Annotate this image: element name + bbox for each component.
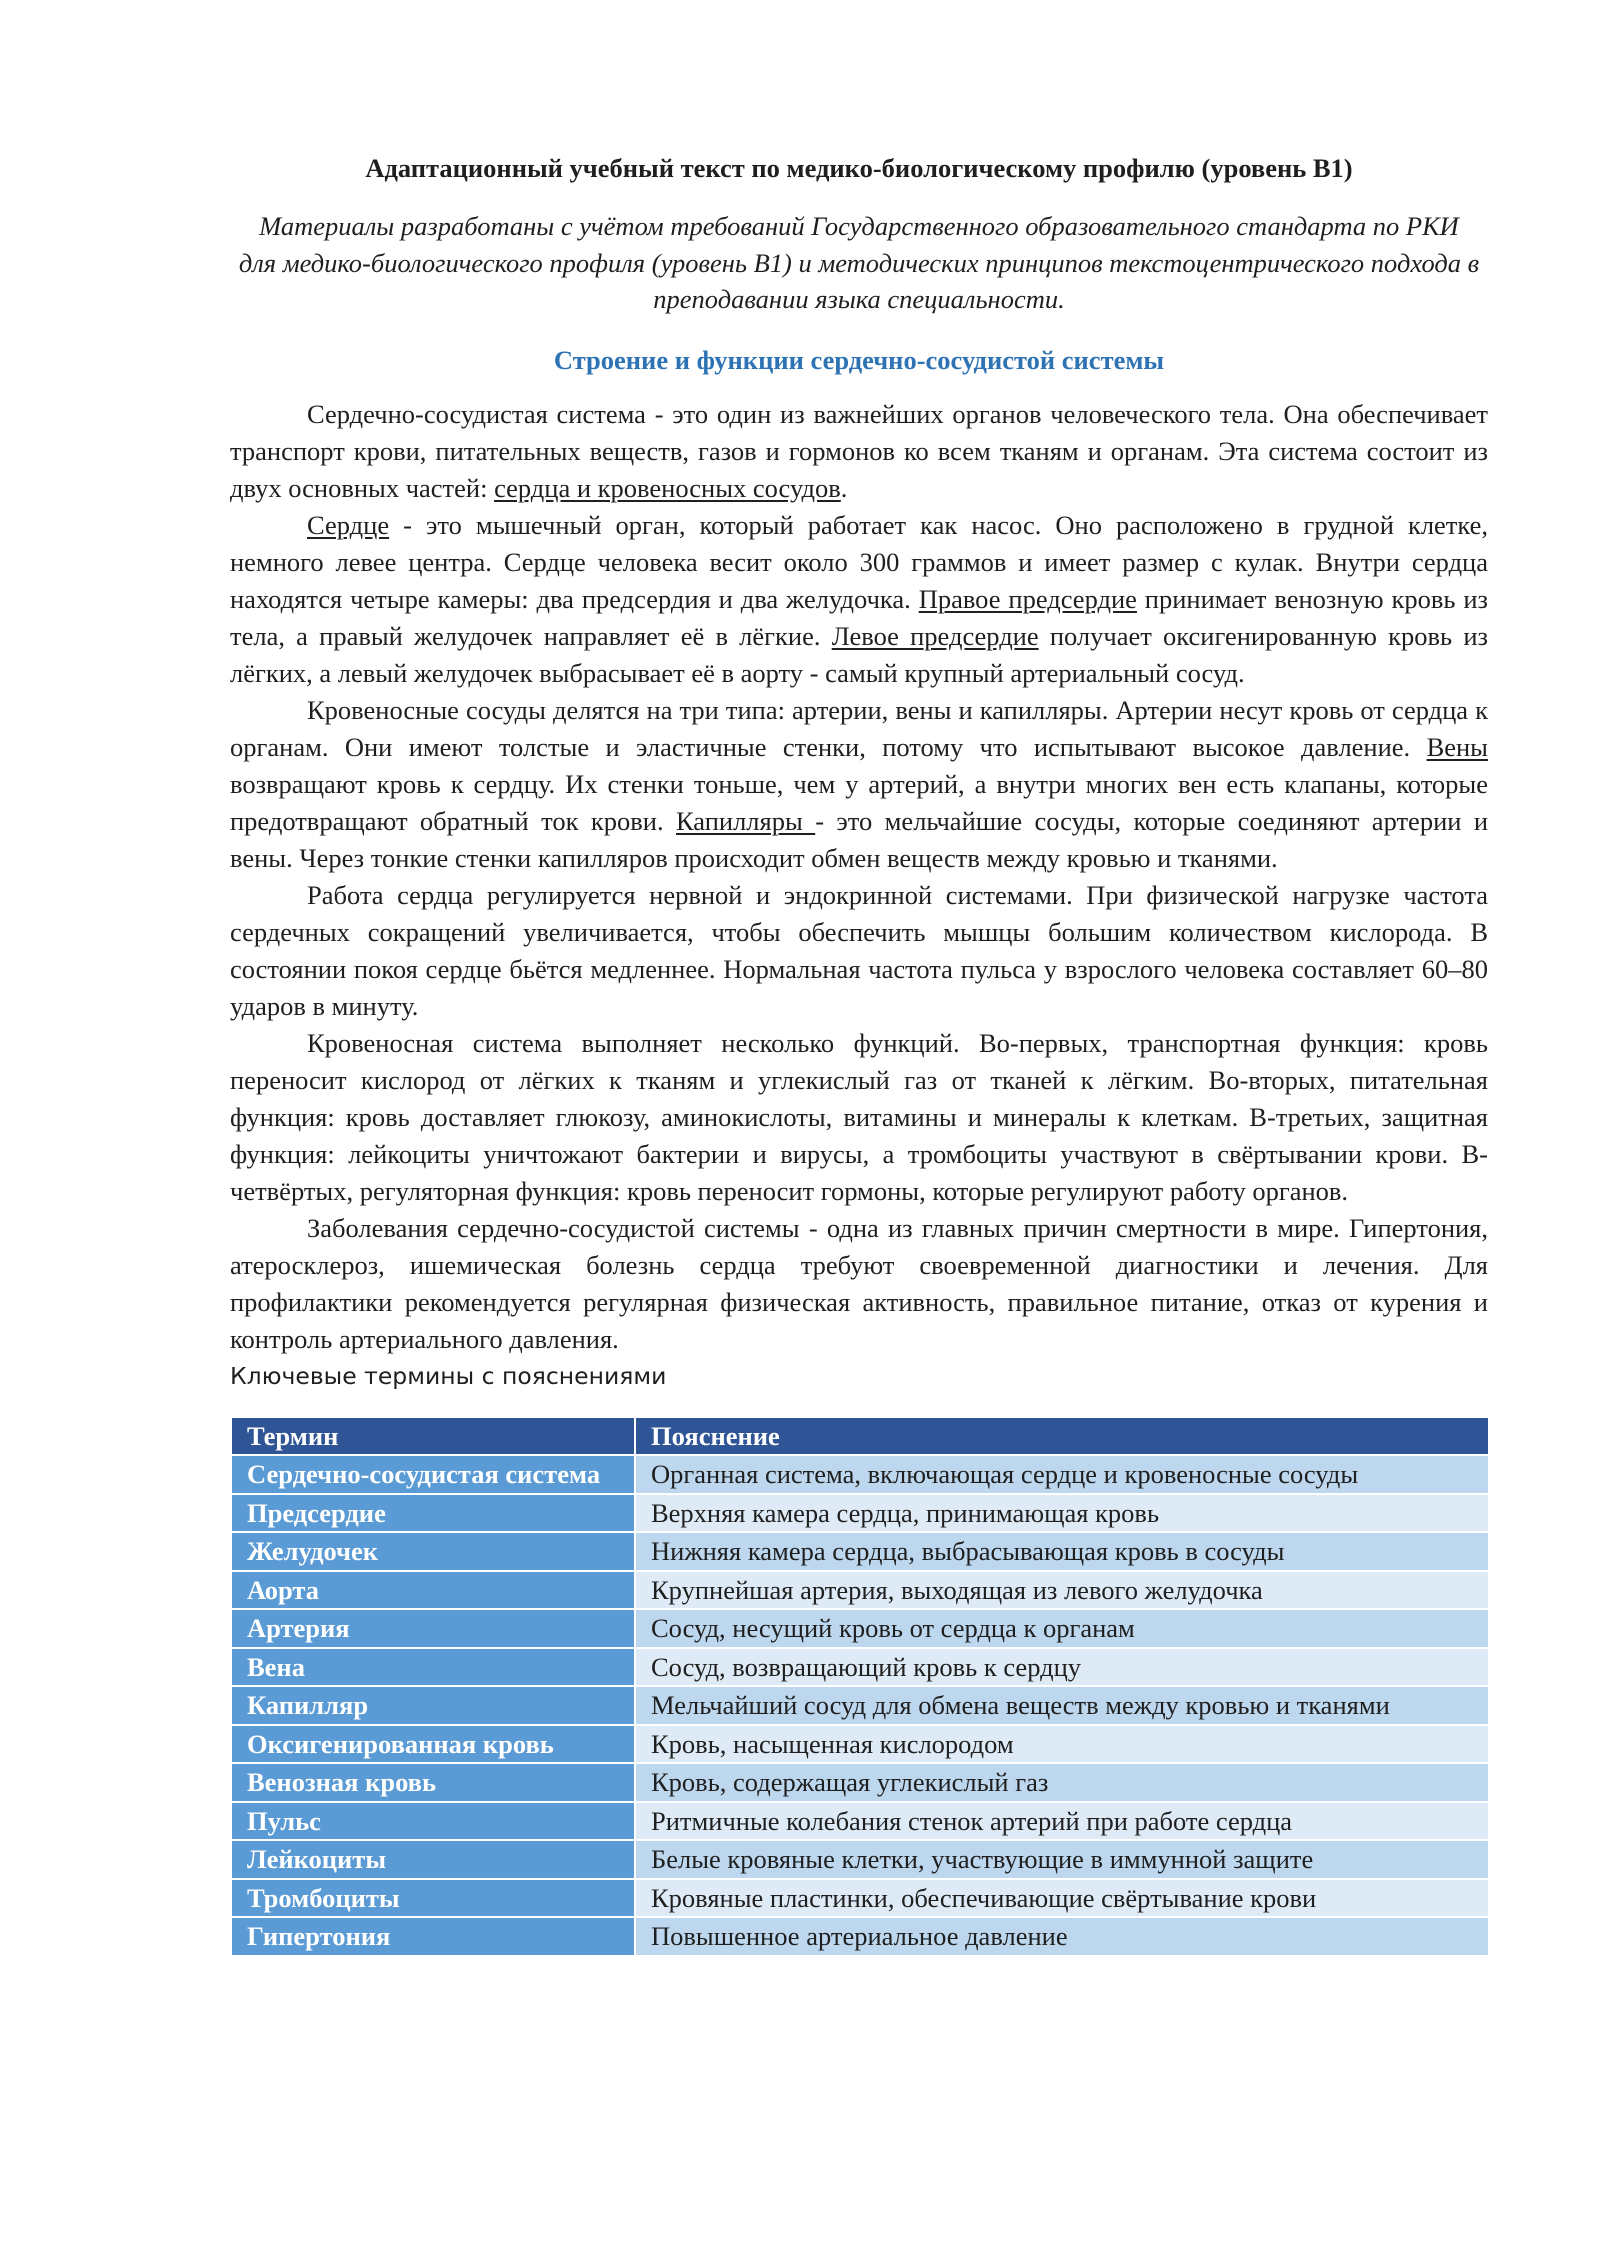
explanation-cell: Повышенное артериальное давление [635, 1917, 1489, 1956]
table-row [231, 1494, 1489, 1533]
header-explanation: Пояснение [635, 1418, 1489, 1456]
paragraph-text: принимает венозную кровь из тела, а правый желудочек направляет её в лёгкие. [230, 583, 1489, 651]
table-row [231, 1648, 1489, 1687]
paragraph-text: получает оксигенированную кровь из лёгких, а левый желудочек выбрасывает её в аорту - самый крупный артериальный сосуд. [230, 620, 1488, 688]
explanation-cell: Органная система, включающая сердце и кровеносные сосуды [635, 1455, 1489, 1494]
explanation-cell: Кровь, насыщенная кислородом [635, 1725, 1489, 1764]
term-cell: Вена [231, 1648, 635, 1687]
paragraph-2 [230, 507, 1488, 692]
term-cell: Аорта [231, 1571, 635, 1610]
section-heading: Строение и функции сердечно-сосудистой системы [553, 344, 1165, 375]
explanation-cell: Ритмичные колебания стенок артерий при работе сердца [635, 1802, 1489, 1841]
explanation-cell: Белые кровяные клетки, участвующие в иммунной защите [635, 1840, 1489, 1879]
underlined-term: сердца и кровеносных сосудов [494, 472, 841, 503]
paragraph-text: - это мельчайшие сосуды, которые соединяют артерии и вены. Через тонкие стенки капилляров происходит обмен веществ между кровью и тканями. [230, 805, 1489, 873]
paragraph-text: возвращают кровь к сердцу. Их стенки тоньше, чем у артерий, а внутри многих вен есть клапаны, которые предотвращают обратный ток крови. [230, 768, 1488, 836]
table-row [231, 1879, 1489, 1918]
document-title: Адаптационный учебный текст по медико-биологическому профилю (уровень В1) [365, 153, 1353, 183]
table-header-row [231, 1418, 1489, 1456]
explanation-cell: Мельчайший сосуд для обмена веществ между кровью и тканями [635, 1686, 1489, 1725]
document-subtitle: Материалы разработаны с учётом требований Государственного образовательного стандарта по РКИ для медико-биологического профиля (уровень В1) и методических принципов текстоцентрического подхода в преподавании языка специальности. [238, 211, 1480, 314]
paragraph-4: Работа сердца регулируется нервной и эндокринной системами. При физической нагрузке частота сердечных сокращений увеличивается, чтобы обеспечить мышцы большим количеством кислорода. В состоянии покоя сердце бьётся медленнее. Нормальная частота пульса у взрослого человека составляет 60–80 ударов в минуту. [230, 879, 1488, 1021]
explanation-cell: Верхняя камера сердца, принимающая кровь [635, 1494, 1489, 1533]
document-content [230, 150, 1488, 1957]
term-cell: Гипертония [231, 1917, 635, 1956]
explanation-cell: Сосуд, возвращающий кровь к сердцу [635, 1648, 1489, 1687]
header-term: Термин [231, 1418, 635, 1456]
table-row [231, 1802, 1489, 1841]
explanation-cell: Крупнейшая артерия, выходящая из левого желудочка [635, 1571, 1489, 1610]
explanation-cell: Сосуд, несущий кровь от сердца к органам [635, 1609, 1489, 1648]
term-cell: Оксигенированная кровь [231, 1725, 635, 1764]
term-cell: Желудочек [231, 1532, 635, 1571]
term-cell: Артерия [231, 1609, 635, 1648]
paragraph-6: Заболевания сердечно-сосудистой системы - одна из главных причин смертности в мире. Гипертония, атеросклероз, ишемическая болезнь сердца требуют своевременной диагностики и лечения. Для профилактики рекомендуется регулярная физическая активность, правильное питание, отказ от курения и контроль артериального давления. [230, 1212, 1488, 1354]
paragraph-text: Сердечно-сосудистая система - это один из важнейших органов человеческого тела. Она обеспечивает транспорт крови, питательных веществ, газов и гормонов ко всем тканям и органам. Эта система состоит из двух основных частей: [230, 398, 1488, 503]
body-text [230, 396, 1488, 1358]
term-cell: Пульс [231, 1802, 635, 1841]
table-row [231, 1840, 1489, 1879]
table-row [231, 1609, 1489, 1648]
table-row [231, 1532, 1489, 1571]
underlined-term: Вены [1426, 731, 1488, 762]
paragraph-text: Кровеносные сосуды делятся на три типа: артерии, вены и капилляры. Артерии несут кровь от сердца к органам. Они имеют толстые и эластичные стенки, потому что испытывают высокое давление. [230, 694, 1488, 762]
term-cell: Тромбоциты [231, 1879, 635, 1918]
paragraph-3 [230, 692, 1488, 877]
terms-table [230, 1418, 1490, 1957]
paragraph-1 [230, 396, 1488, 507]
paragraph-5: Кровеносная система выполняет несколько функций. Во-первых, транспортная функция: кровь переносит кислород от лёгких к тканям и углекислый газ от тканей к лёгким. Во-вторых, питательная функция: кровь доставляет глюкозу, аминокислоты, витамины и минералы к клеткам. В-третьих, защитная функция: лейкоциты уничтожают бактерии и вирусы, а тромбоциты участвуют в свёртывании крови. В-четвёртых, регуляторная функция: кровь переносит гормоны, которые регулируют работу органов. [230, 1027, 1488, 1206]
table-row [231, 1725, 1489, 1764]
explanation-cell: Кровь, содержащая углекислый газ [635, 1763, 1489, 1802]
underlined-term: Сердце [307, 509, 390, 540]
explanation-cell: Нижняя камера сердца, выбрасывающая кровь в сосуды [635, 1532, 1489, 1571]
underlined-term: Правое предсердие [918, 583, 1137, 614]
table-caption: Ключевые термины с пояснениями [230, 1361, 667, 1390]
term-cell: Капилляр [231, 1686, 635, 1725]
table-row [231, 1686, 1489, 1725]
term-cell: Лейкоциты [231, 1840, 635, 1879]
table-row [231, 1917, 1489, 1956]
term-cell: Венозная кровь [231, 1763, 635, 1802]
table-row [231, 1455, 1489, 1494]
underlined-term: Капилляры [675, 805, 816, 836]
term-cell: Предсердие [231, 1494, 635, 1533]
paragraph-text: - это мышечный орган, который работает как насос. Оно расположено в грудной клетке, немного левее центра. Сердце человека весит около 300 граммов и имеет размер с кулак. Внутри сердца находятся четыре камеры: два предсердия и два желудочка. [230, 509, 1488, 614]
explanation-cell: Кровяные пластинки, обеспечивающие свёртывание крови [635, 1879, 1489, 1918]
underlined-term: Левое предсердие [831, 620, 1039, 651]
paragraph-text: . [840, 472, 848, 503]
term-cell: Сердечно-сосудистая система [231, 1455, 635, 1494]
table-row [231, 1763, 1489, 1802]
table-row [231, 1571, 1489, 1610]
